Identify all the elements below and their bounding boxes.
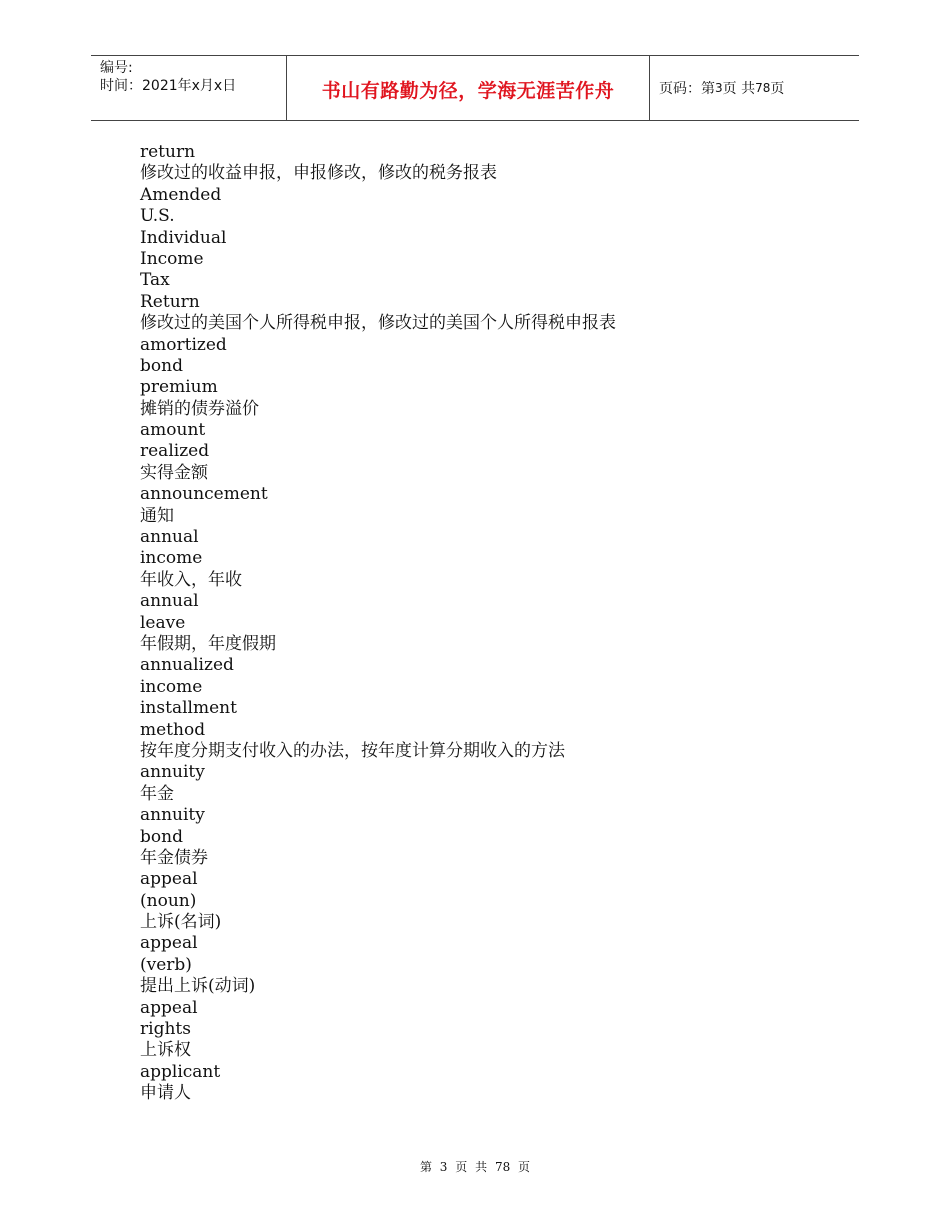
- glossary-line: Amended: [140, 184, 222, 205]
- glossary-line: annuity: [140, 805, 205, 826]
- document-number-label: 编号:: [100, 60, 133, 76]
- footer-mid1: 页: [455, 1160, 468, 1174]
- glossary-line: Tax: [140, 270, 170, 291]
- glossary-line: appeal: [140, 997, 198, 1018]
- glossary-line: annual: [140, 591, 199, 612]
- glossary-line: 修改过的收益申报，申报修改，修改的税务报表: [140, 163, 497, 184]
- header-page-number: [650, 56, 859, 120]
- glossary-line: annual: [140, 527, 199, 548]
- glossary-line: premium: [140, 377, 218, 398]
- page-total: 78: [755, 81, 771, 95]
- glossary-line: 上诉(名词): [140, 912, 222, 933]
- glossary-line: U.S.: [140, 206, 175, 227]
- glossary-line: income: [140, 548, 203, 569]
- glossary-line: income: [140, 676, 203, 697]
- page-header: [91, 55, 859, 121]
- glossary-line: return: [140, 142, 196, 162]
- document-time-label: 时间：2021年x月x日: [100, 78, 237, 94]
- glossary-line: bond: [140, 355, 183, 376]
- page-footer: [0, 1158, 950, 1175]
- glossary-line: amortized: [140, 334, 227, 355]
- glossary-line: 上诉权: [140, 1040, 191, 1061]
- glossary-line: 修改过的美国个人所得税申报，修改过的美国个人所得税申报表: [140, 313, 616, 334]
- glossary-line: appeal: [140, 869, 198, 890]
- glossary-line: 年金: [140, 783, 174, 804]
- page-suffix: 页: [770, 81, 785, 97]
- glossary-line: rights: [140, 1019, 191, 1040]
- glossary-line: appeal: [140, 933, 198, 954]
- glossary-line: (verb): [140, 954, 192, 975]
- glossary-line: annuity: [140, 762, 205, 783]
- glossary-line: 实得金额: [140, 462, 208, 483]
- glossary-line: 年假期，年度假期: [140, 633, 276, 654]
- footer-suffix: 页: [518, 1160, 531, 1174]
- glossary-line: method: [140, 719, 206, 740]
- glossary-line: 通知: [140, 505, 174, 526]
- glossary-line: applicant: [140, 1061, 221, 1082]
- page-mid: 页 共: [722, 81, 756, 97]
- footer-prefix: 第: [419, 1160, 432, 1174]
- glossary-line: installment: [140, 698, 237, 719]
- glossary-line: Individual: [140, 227, 227, 248]
- glossary-body: [140, 142, 616, 1105]
- glossary-line: Income: [140, 248, 204, 269]
- glossary-line: 提出上诉(动词): [140, 976, 256, 997]
- glossary-line: (noun): [140, 890, 197, 911]
- glossary-line: Return: [140, 291, 200, 312]
- page-current: 3: [715, 81, 723, 95]
- glossary-line: 摊销的债券溢价: [140, 398, 259, 419]
- page-prefix: 页码：第: [659, 81, 715, 97]
- glossary-line: realized: [140, 441, 210, 462]
- glossary-line: 申请人: [140, 1083, 191, 1104]
- glossary-line: 按年度分期支付收入的办法，按年度计算分期收入的方法: [140, 740, 565, 761]
- glossary-line: announcement: [140, 484, 268, 505]
- glossary-line: amount: [140, 420, 206, 441]
- glossary-line: 年金债券: [140, 847, 208, 868]
- header-motto: 书山有路勤为径，学海无涯苦作舟: [287, 56, 650, 120]
- glossary-line: bond: [140, 826, 183, 847]
- footer-current: 3: [439, 1160, 448, 1174]
- footer-total: 78: [494, 1160, 511, 1174]
- glossary-line: annualized: [140, 655, 234, 676]
- footer-mid2: 共: [475, 1160, 488, 1174]
- glossary-line: 年收入，年收: [140, 569, 242, 590]
- header-meta: [91, 56, 287, 120]
- glossary-line: leave: [140, 612, 186, 633]
